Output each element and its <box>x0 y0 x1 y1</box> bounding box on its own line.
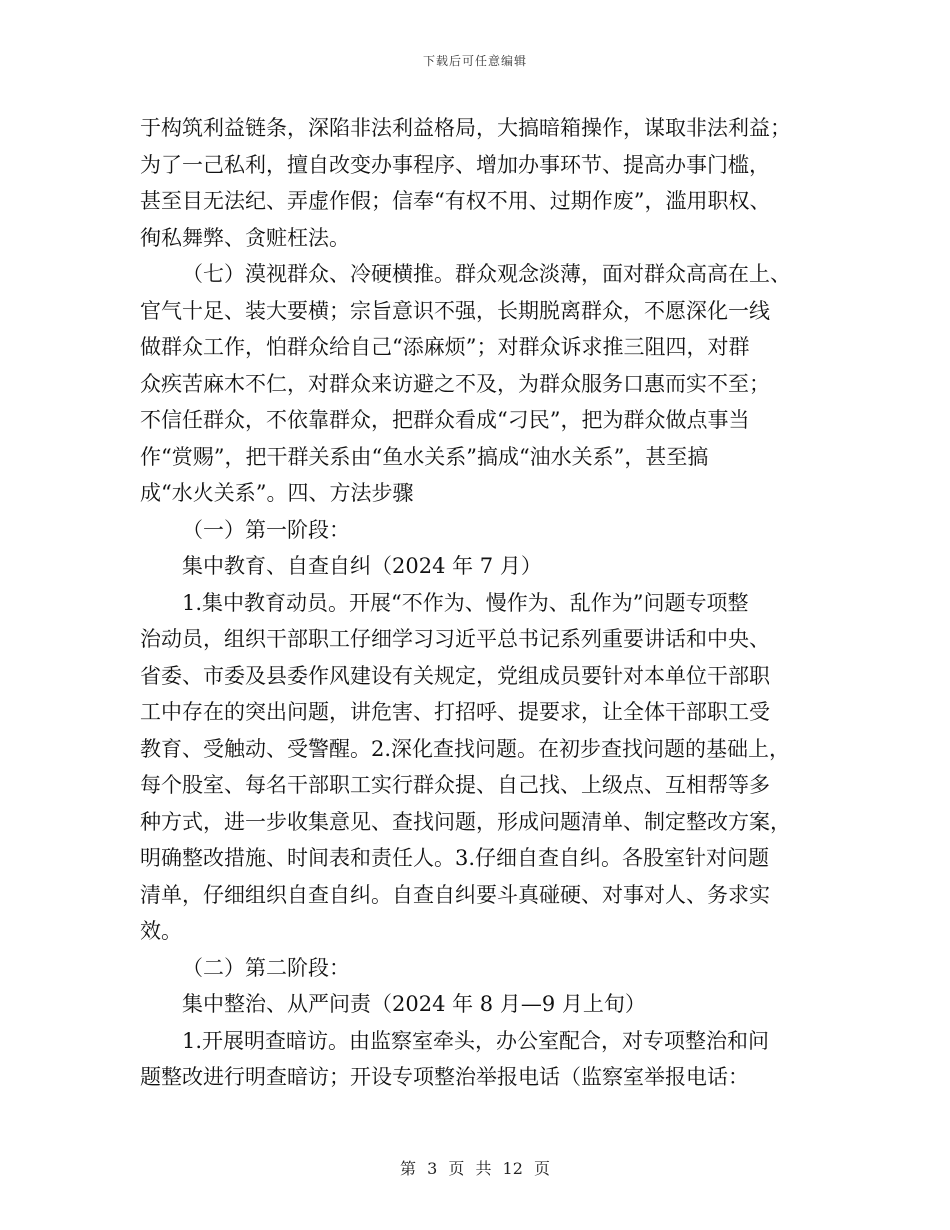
text-line: 1.集中教育动员。开展“不作为、慢作为、乱作为”问题专项整 <box>182 590 749 615</box>
text-line: 种方式，进一步收集意见、查找问题，形成问题清单、制定整改方案， <box>140 809 791 834</box>
text-line: 明确整改措施、时间表和责任人。3.仔细自查自纠。各股室针对问题 <box>140 846 770 870</box>
text-line: 每个股室、每名干部职工实行群众提、自己找、上级点、互相帮等多 <box>140 773 770 797</box>
document-body <box>140 110 815 1096</box>
text-line: 众疾苦麻木不仁，对群众来访避之不及，为群众服务口惠而实不至； <box>140 371 770 396</box>
text-line: （二）第二阶段： <box>182 955 350 980</box>
text-line: 效。 <box>140 919 182 943</box>
text-line: 作“赏赐”，把干群关系由“鱼水关系”搞成“油水关系”，甚至搞 <box>140 444 709 469</box>
text-line: 官气十足、装大要横；宗旨意识不强，长期脱离群众，不愿深化一线 <box>140 298 770 323</box>
text-line: 题整改进行明查暗访；开设专项整治举报电话（监察室举报电话： <box>140 1065 749 1089</box>
text-line: （七）漠视群众、冷硬横推。群众观念淡薄，面对群众高高在上、 <box>182 262 791 286</box>
text-line: 1.开展明查暗访。由监察室牵头，办公室配合，对专项整治和问 <box>182 1028 770 1053</box>
text-line: 治动员，组织干部职工仔细学习习近平总书记系列重要讲话和中央、 <box>140 627 770 651</box>
text-line: 甚至目无法纪、弄虚作假；信奉“有权不用、过期作废”，滥用职权、 <box>140 189 771 213</box>
page-header: 下载后可任意编辑 <box>422 54 527 68</box>
text-line: 工中存在的突出问题，讲危害、打招呼、提要求，让全体干部职工受 <box>140 700 770 724</box>
text-line: 做群众工作，怕群众给自己“添麻烦”；对群众诉求推三阻四，对群 <box>140 335 750 359</box>
text-line: 教育、受触动、受警醒。2.深化查找问题。在初步查找问题的基础上， <box>140 736 791 761</box>
page-footer: 第 3 页 共 12 页 <box>400 1159 550 1178</box>
text-line: 成“水火关系”。四、方法步骤 <box>140 481 414 505</box>
text-line: （一）第一阶段： <box>182 517 350 542</box>
text-line: 清单，仔细组织自查自纠。自查自纠要斗真碰硬、对事对人、务求实 <box>140 882 770 907</box>
text-line: 于构筑利益链条，深陷非法利益格局，大搞暗箱操作，谋取非法利益； <box>140 116 791 140</box>
text-line: 集中整治、从严问责（2024 年 8 月—9 月上旬） <box>182 992 646 1016</box>
text-line: 集中教育、自查自纠（2024 年 7 月） <box>182 554 542 578</box>
text-line: 不信任群众，不依靠群众，把群众看成“刁民”，把为群众做点事当 <box>140 408 750 432</box>
text-line: 省委、市委及县委作风建设有关规定，党组成员要针对本单位干部职 <box>140 663 770 688</box>
text-line: 为了一己私利，擅自改变办事程序、增加办事环节、提高办事门槛， <box>140 152 770 177</box>
text-line: 徇私舞弊、贪赃枉法。 <box>140 225 350 250</box>
